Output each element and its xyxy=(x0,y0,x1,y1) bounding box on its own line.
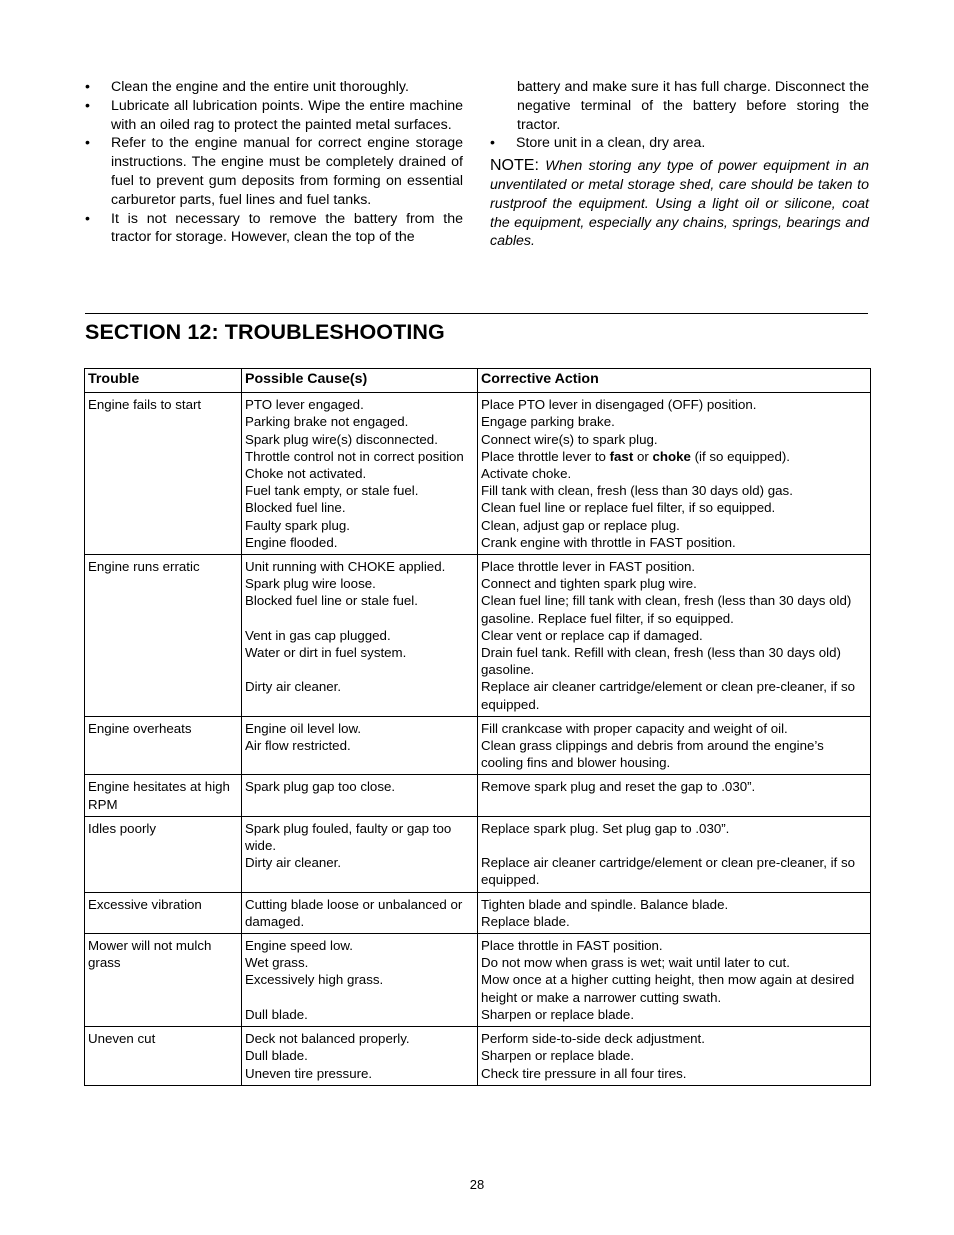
cause-line: Spark plug fouled, faulty or gap too wide. xyxy=(245,820,452,854)
cause-line: Faulty spark plug. xyxy=(245,517,350,533)
cause-cell xyxy=(242,393,478,555)
list-item xyxy=(85,210,463,248)
cause-line xyxy=(245,610,474,627)
list-item-text: Lubricate all lubrication points. Wipe the entire machine with an oiled rag to protect the painted metal surfaces. xyxy=(111,97,463,133)
storage-bullet-list xyxy=(85,78,463,247)
action-line: Clean fuel line; fill tank with clean, fresh (less than 30 days old) gasoline. Replace fuel filter, if so equipped. xyxy=(481,593,852,626)
cause-line: Deck not balanced properly. xyxy=(245,1031,410,1047)
action-line: Place throttle lever to fast or choke (if so equipped). xyxy=(481,448,790,464)
action-line: Clean fuel line or replace fuel filter, if so equipped. xyxy=(481,500,776,516)
table-body xyxy=(85,393,871,1086)
storage-note xyxy=(490,157,869,251)
action-line: Connect wire(s) to spark plug. xyxy=(481,431,658,447)
action-cell xyxy=(478,1027,871,1086)
trouble-cell: Engine runs erratic xyxy=(85,555,242,717)
header-trouble: Trouble xyxy=(85,369,242,393)
action-cell xyxy=(478,716,871,775)
cause-cell xyxy=(242,892,478,933)
list-item xyxy=(85,97,463,135)
cause-line: Parking brake not engaged. xyxy=(245,414,409,430)
cause-line: Dirty air cleaner. xyxy=(245,855,342,871)
action-line: Fill tank with clean, fresh (less than 30 days old) gas. xyxy=(481,483,793,499)
trouble-cell: Engine fails to start xyxy=(85,393,242,555)
action-line: Replace air cleaner cartridge/element or clean pre-cleaner, if so equipped. xyxy=(481,679,855,712)
cause-cell xyxy=(242,716,478,775)
action-line: Tighten blade and spindle. Balance blade. xyxy=(481,896,729,912)
action-line: Replace air cleaner cartridge/element or clean pre-cleaner, if so equipped. xyxy=(481,855,855,888)
cause-line xyxy=(245,989,474,1006)
cause-line: Uneven tire pressure. xyxy=(245,1065,373,1081)
cause-line: Unit running with CHOKE applied. xyxy=(245,559,446,575)
cause-line xyxy=(245,661,474,678)
trouble-cell: Uneven cut xyxy=(85,1027,242,1086)
list-item-text: Store unit in a clean, dry area. xyxy=(516,135,706,152)
right-column xyxy=(490,78,869,251)
action-cell xyxy=(478,934,871,1027)
note-text: When storing any type of power equipment in an unventilated or metal storage shed, care should be taken to rustproof the equipment. Using a light oil or silicone, coat the equipment, especially any chains, springs, bearings and cables. xyxy=(490,158,869,250)
action-line: Remove spark plug and reset the gap to .030”. xyxy=(481,779,756,795)
header-possible-causes: Possible Cause(s) xyxy=(242,369,478,393)
cause-line: Blocked fuel line. xyxy=(245,500,346,516)
list-item xyxy=(85,78,463,97)
table-row xyxy=(85,716,871,775)
storage-bullet-list-continued xyxy=(490,134,869,153)
page-number: 28 xyxy=(469,1177,485,1192)
table-row xyxy=(85,775,871,816)
action-line: Place throttle lever in FAST position. xyxy=(481,559,696,575)
cause-line: Dirty air cleaner. xyxy=(245,679,342,695)
list-item-text: It is not necessary to remove the battery from the tractor for storage. However, clean the top of the xyxy=(111,210,463,246)
action-line: Activate choke. xyxy=(481,466,572,482)
table-header-row xyxy=(85,369,871,393)
bullet-icon: • xyxy=(85,79,90,95)
table-row xyxy=(85,393,871,555)
list-item xyxy=(85,134,463,209)
table-row xyxy=(85,934,871,1027)
table-row xyxy=(85,892,871,933)
left-column xyxy=(85,78,463,247)
action-line: Sharpen or replace blade. xyxy=(481,1048,635,1064)
cause-line: Wet grass. xyxy=(245,955,309,971)
trouble-cell: Engine overheats xyxy=(85,716,242,775)
action-line: Place throttle in FAST position. xyxy=(481,938,663,954)
cause-line: Excessively high grass. xyxy=(245,972,384,988)
cause-line: Cutting blade loose or unbalanced or damaged. xyxy=(245,896,463,929)
cause-line: Engine flooded. xyxy=(245,534,338,550)
action-line: Replace spark plug. Set plug gap to .030”. xyxy=(481,820,730,836)
continued-bullet-text: battery and make sure it has full charge. Disconnect the negative terminal of the battery before storing the tractor. xyxy=(517,79,869,133)
cause-line: PTO lever engaged. xyxy=(245,397,364,413)
cause-cell xyxy=(242,555,478,717)
cause-cell xyxy=(242,934,478,1027)
action-cell xyxy=(478,775,871,816)
cause-cell xyxy=(242,1027,478,1086)
bullet-icon: • xyxy=(490,135,495,152)
table-row xyxy=(85,816,871,892)
cause-line: Spark plug wire(s) disconnected. xyxy=(245,431,438,447)
action-line: Clear vent or replace cap if damaged. xyxy=(481,627,703,643)
cause-line: Fuel tank empty, or stale fuel. xyxy=(245,483,419,499)
action-cell xyxy=(478,892,871,933)
trouble-cell: Excessive vibration xyxy=(85,892,242,933)
action-cell xyxy=(478,555,871,717)
bullet-icon: • xyxy=(85,97,90,114)
cause-line: Vent in gas cap plugged. xyxy=(245,627,391,643)
cause-line: Dull blade. xyxy=(245,1048,308,1064)
action-cell xyxy=(478,393,871,555)
header-corrective-action: Corrective Action xyxy=(478,369,871,393)
trouble-cell: Idles poorly xyxy=(85,816,242,892)
list-item-text: Clean the engine and the entire unit thoroughly. xyxy=(111,79,409,95)
action-line: Perform side-to-side deck adjustment. xyxy=(481,1031,705,1047)
action-line: Do not mow when grass is wet; wait until later to cut. xyxy=(481,955,790,971)
section-divider xyxy=(85,313,868,314)
action-line: Replace blade. xyxy=(481,913,570,929)
cause-line: Spark plug wire loose. xyxy=(245,576,376,592)
cause-line: Engine speed low. xyxy=(245,938,353,954)
action-line: Crank engine with throttle in FAST position. xyxy=(481,534,736,550)
troubleshooting-table xyxy=(84,368,871,1086)
bullet-icon: • xyxy=(85,135,90,152)
cause-cell xyxy=(242,816,478,892)
action-line: Sharpen or replace blade. xyxy=(481,1006,635,1022)
cause-line: Choke not activated. xyxy=(245,466,367,482)
cause-cell xyxy=(242,775,478,816)
action-line: Clean grass clippings and debris from around the engine’s cooling fins and blower housing. xyxy=(481,738,824,771)
action-line: Clean, adjust gap or replace plug. xyxy=(481,517,680,533)
cause-line: Throttle control not in correct position xyxy=(245,448,464,464)
action-line: Check tire pressure in all four tires. xyxy=(481,1065,687,1081)
list-item xyxy=(490,134,869,153)
cause-line: Air flow restricted. xyxy=(245,738,351,754)
table-row xyxy=(85,1027,871,1086)
action-line: Connect and tighten spark plug wire. xyxy=(481,576,697,592)
trouble-cell: Engine hesitates at high RPM xyxy=(85,775,242,816)
action-line: Place PTO lever in disengaged (OFF) position. xyxy=(481,397,757,413)
action-line xyxy=(481,837,867,854)
list-item-text: Refer to the engine manual for correct engine storage instructions. The engine must be completely drained of fuel to prevent gum deposits from forming on essential carburetor parts, fuel lines and fuel tanks. xyxy=(111,135,463,208)
cause-line: Blocked fuel line or stale fuel. xyxy=(245,593,418,609)
action-line: Fill crankcase with proper capacity and weight of oil. xyxy=(481,720,788,736)
section-title: SECTION 12: TROUBLESHOOTING xyxy=(85,320,445,344)
note-label: NOTE: xyxy=(490,157,539,175)
table-row xyxy=(85,555,871,717)
action-line: Mow once at a higher cutting height, then mow again at desired height or make a narrower cutting swath. xyxy=(481,972,855,1005)
cause-line: Dull blade. xyxy=(245,1006,308,1022)
action-line: Engage parking brake. xyxy=(481,414,615,430)
cause-line: Spark plug gap too close. xyxy=(245,779,396,795)
cause-line: Engine oil level low. xyxy=(245,720,362,736)
cause-line: Water or dirt in fuel system. xyxy=(245,645,407,661)
action-line: Drain fuel tank. Refill with clean, fresh (less than 30 days old) gasoline. xyxy=(481,645,841,678)
trouble-cell: Mower will not mulch grass xyxy=(85,934,242,1027)
bullet-icon: • xyxy=(85,210,90,227)
action-cell xyxy=(478,816,871,892)
